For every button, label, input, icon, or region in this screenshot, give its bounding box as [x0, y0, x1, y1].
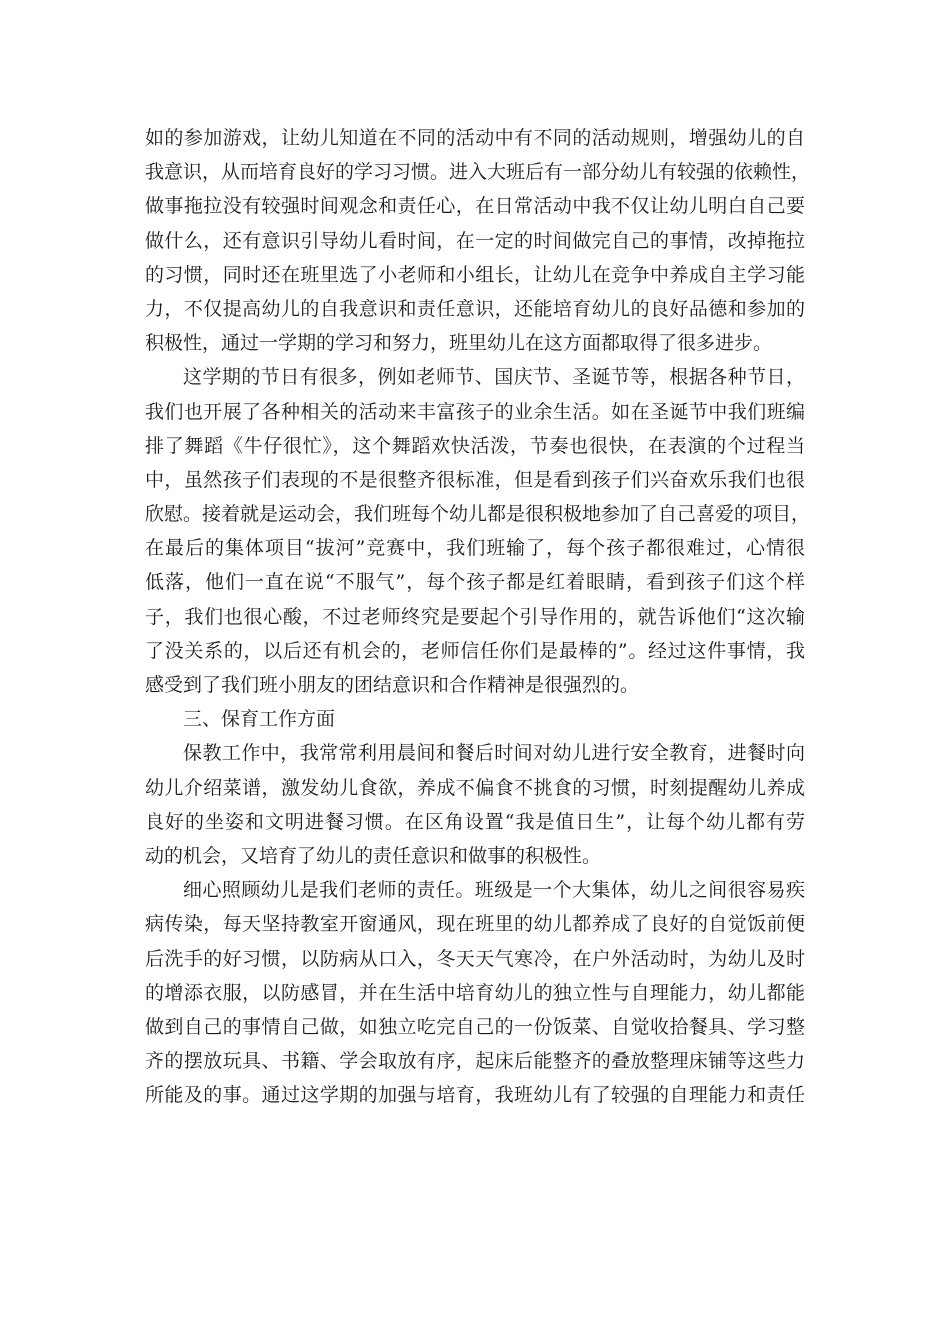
text-line: 在最后的集体项目“拔河”竞赛中，我们班输了，每个孩子都很难过，心情很: [145, 537, 805, 560]
text-line: 了没关系的，以后还有机会的，老师信任你们是最棒的”。经过这件事情，我: [145, 639, 805, 662]
text-line: 所能及的事。通过这学期的加强与培育，我班幼儿有了较强的自理能力和责任: [145, 1084, 805, 1107]
text-line: 欣慰。接着就是运动会，我们班每个幼儿都是很积极地参加了自己喜爱的项目，: [145, 503, 811, 526]
text-line: 低落，他们一直在说“不服气”，每个孩子都是红着眼睛，看到孩子们这个样: [145, 571, 805, 594]
text-line: 如的参加游戏，让幼儿知道在不同的活动中有不同的活动规则，增强幼儿的自: [145, 127, 805, 149]
document-body: [145, 121, 811, 1112]
text-line: 子，我们也很心酸，不过老师终究是要起个引导作用的，就告诉他们“这次输: [145, 605, 805, 628]
text-line: 后洗手的好习惯，以防病从口入，冬天天气寒冷，在户外活动时，为幼儿及时: [145, 947, 805, 970]
text-line: 排了舞蹈《牛仔很忙》，这个舞蹈欢快活泼，节奏也很快，在表演的个过程当: [145, 434, 805, 457]
text-line: 的习惯，同时还在班里选了小老师和小组长，让幼儿在竞争中养成自主学习能: [145, 263, 805, 286]
text-line: 力，不仅提高幼儿的自我意识和责任意识，还能培育幼儿的良好品德和参加的: [145, 297, 805, 320]
text-line: 齐的摆放玩具、书籍、学会取放有序，起床后能整齐的叠放整理床铺等这些力: [145, 1050, 805, 1073]
text-line: 中，虽然孩子们表现的不是很整齐很标准，但是看到孩子们兴奋欢乐我们也很: [145, 468, 805, 491]
text-line: 的增添衣服，以防感冒，并在生活中培育幼儿的独立性与自理能力，幼儿都能: [145, 981, 805, 1004]
text-line: 积极性，通过一学期的学习和努力，班里幼儿在这方面都取得了很多进步。: [145, 332, 773, 355]
text-line: 做事拖拉没有较强时间观念和责任心，在日常活动中我不仅让幼儿明白自己要: [145, 195, 805, 218]
text-line: 良好的坐姿和文明进餐习惯。在区角设置“我是值日生”，让每个幼儿都有劳: [145, 810, 805, 833]
text-line: 幼儿介绍菜谱，激发幼儿食欲，养成不偏食不挑食的习惯，时刻提醒幼儿养成: [145, 776, 805, 799]
text-line: 做到自己的事情自己做，如独立吃完自己的一份饭菜、自觉收拾餐具、学习整: [145, 1015, 805, 1038]
text-line: 我们也开展了各种相关的活动来丰富孩子的业余生活。如在圣诞节中我们班编: [145, 400, 805, 423]
text-line: 细心照顾幼儿是我们老师的责任。班级是一个大集体，幼儿之间很容易疾: [183, 879, 805, 902]
text-line: 动的机会，又培育了幼儿的责任意识和做事的积极性。: [145, 844, 602, 867]
text-line: 三、保育工作方面: [183, 708, 336, 731]
text-line: 做什么，还有意识引导幼儿看时间，在一定的时间做完自己的事情，改掉拖拉: [145, 229, 805, 252]
text-line: 保教工作中，我常常利用晨间和餐后时间对幼儿进行安全教育，进餐时向: [183, 742, 805, 765]
text-line: 我意识，从而培育良好的学习习惯。进入大班后有一部分幼儿有较强的依赖性，: [145, 161, 811, 184]
text-line: 感受到了我们班小朋友的团结意识和合作精神是很强烈的。: [145, 674, 640, 696]
text-line: 这学期的节日有很多，例如老师节、国庆节、圣诞节等，根据各种节日，: [183, 366, 805, 389]
text-line: 病传染，每天坚持教室开窗通风，现在班里的幼儿都养成了良好的自觉饭前便: [145, 913, 805, 936]
